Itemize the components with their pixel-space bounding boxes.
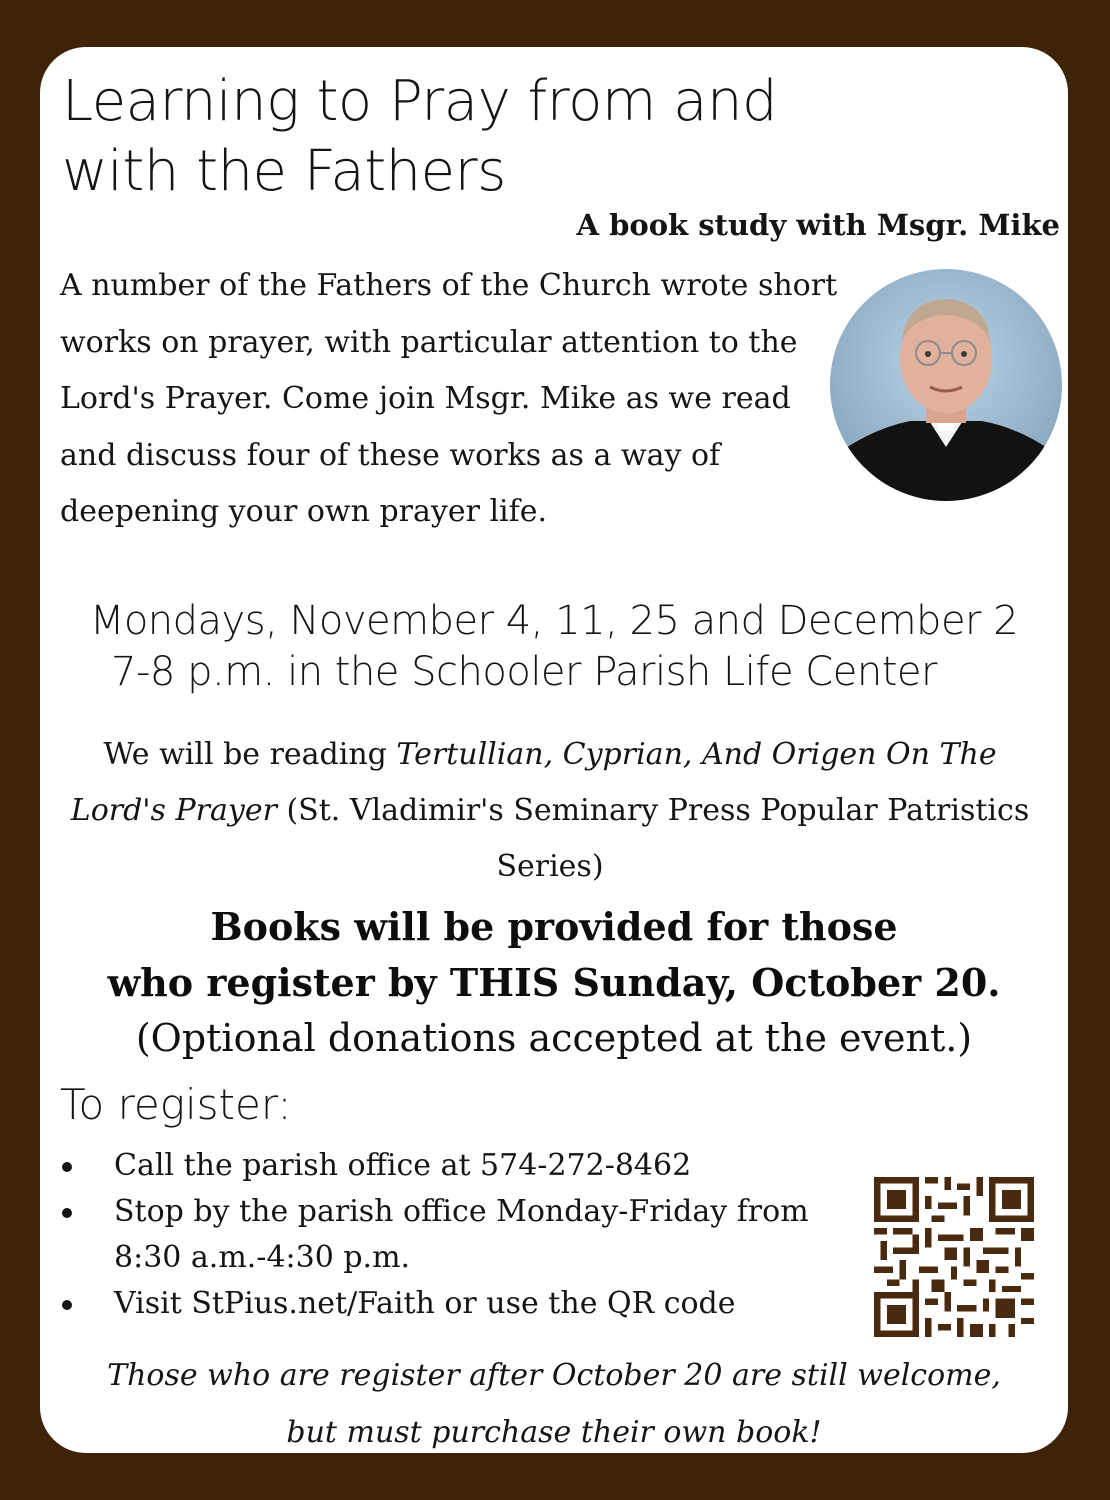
priest-portrait-icon xyxy=(830,269,1062,501)
schedule-time-place: 7-8 p.m. in the Schooler Parish Life Center xyxy=(111,649,937,695)
reading-suffix: (St. Vladimir's Seminary Press Popular Patristics Series) xyxy=(276,793,1030,884)
register-heading: To register: xyxy=(60,1080,292,1129)
schedule-dates: Mondays, November 4, 11, 25 and December 2 xyxy=(89,598,1019,644)
flyer-card xyxy=(40,47,1068,1453)
footer-note xyxy=(40,1347,1068,1453)
donations-note: (Optional donations accepted at the event.) xyxy=(135,1016,973,1060)
list-item: Call the parish office at 574-272-8462 xyxy=(60,1143,860,1189)
flyer-title: Learning to Pray from and with the Fathers xyxy=(62,69,778,204)
footer-line1: Those who are register after October 20 are still welcome, xyxy=(107,1358,1001,1393)
flyer-subtitle: A book study with Msgr. Mike xyxy=(576,208,1060,242)
register-list xyxy=(60,1143,860,1327)
reading-info xyxy=(70,727,1030,895)
books-notice-line1: Books will be provided for those xyxy=(210,904,898,949)
footer-line2: but must purchase their own book! xyxy=(286,1415,822,1450)
intro-paragraph: A number of the Fathers of the Church wrote short works on prayer, with particular attention to the Lord's Prayer. Come join Msgr. Mike as we read and discuss four of these works as a way of deepening your own prayer life. xyxy=(60,268,838,529)
list-item: Visit StPius.net/Faith or use the QR code xyxy=(60,1281,860,1327)
qr-code-icon[interactable] xyxy=(874,1177,1034,1337)
book-title: Tertullian, Cyprian, And Origen On The Lord's Prayer xyxy=(70,737,997,828)
reading-prefix: We will be reading xyxy=(103,737,397,772)
books-notice-line2: who register by THIS Sunday, October 20. xyxy=(107,960,1001,1005)
list-item: Stop by the parish office Monday-Friday from 8:30 a.m.-4:30 p.m. xyxy=(60,1189,860,1281)
